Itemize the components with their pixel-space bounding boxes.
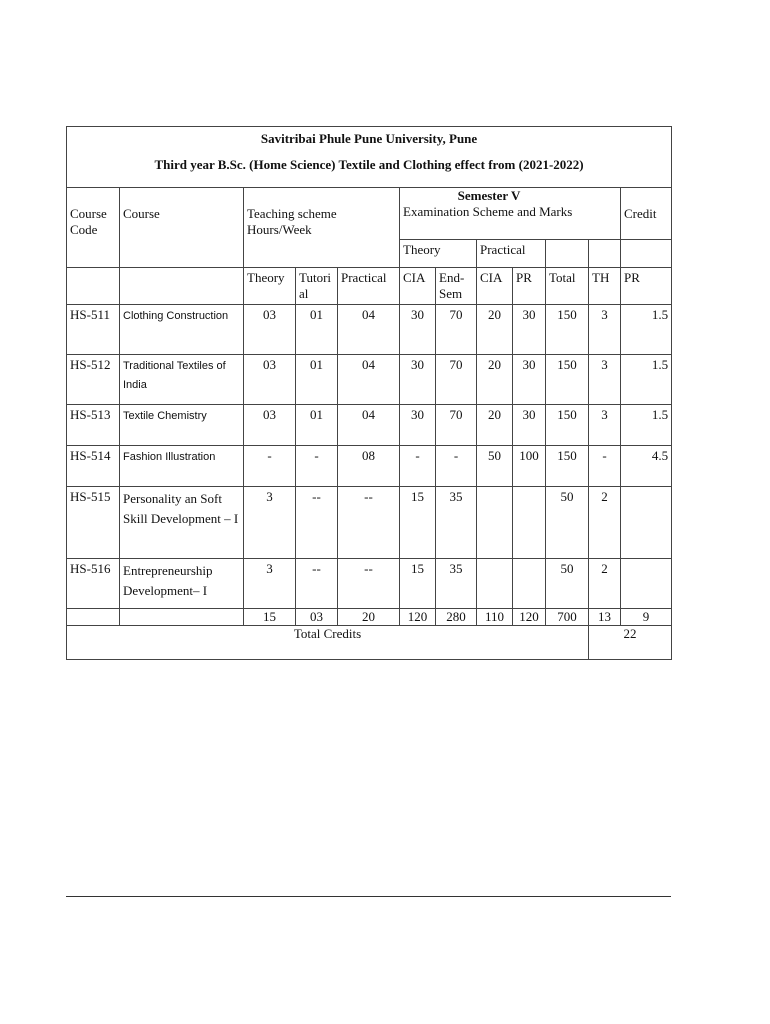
pr-marks: 30 bbox=[513, 355, 546, 405]
end-sem-marks: 70 bbox=[436, 305, 477, 355]
total-cia-marks: 120 bbox=[400, 609, 436, 626]
course-code: HS-515 bbox=[67, 487, 120, 559]
end-sem-marks: - bbox=[436, 446, 477, 487]
pr-marks: 30 bbox=[513, 305, 546, 355]
total-marks: 50 bbox=[546, 487, 589, 559]
title-line-1: Savitribai Phule Pune University, Pune bbox=[260, 131, 478, 146]
cia-marks: 30 bbox=[400, 355, 436, 405]
pr-marks: 100 bbox=[513, 446, 546, 487]
th-credit: - bbox=[589, 446, 621, 487]
practical-hours: -- bbox=[338, 559, 400, 609]
pr-marks bbox=[513, 487, 546, 559]
cia-marks: 15 bbox=[400, 487, 436, 559]
total-tutorial-hours: 03 bbox=[296, 609, 338, 626]
theory-hours: - bbox=[244, 446, 296, 487]
pr-marks bbox=[513, 559, 546, 609]
pr-credit bbox=[621, 487, 672, 559]
table-row bbox=[67, 446, 672, 487]
practical-hours: 04 bbox=[338, 305, 400, 355]
footer-divider bbox=[66, 896, 671, 897]
practical-cia-marks: 20 bbox=[477, 355, 513, 405]
course-code: HS-512 bbox=[67, 355, 120, 405]
th-credit: 2 bbox=[589, 559, 621, 609]
pr-credit bbox=[621, 559, 672, 609]
header-teaching-scheme bbox=[244, 188, 400, 268]
header-row-3 bbox=[67, 268, 672, 305]
total-pr-credit: 9 bbox=[621, 609, 672, 626]
totals-row bbox=[67, 609, 672, 626]
header-pr-credit: PR bbox=[621, 268, 672, 305]
th-credit: 3 bbox=[589, 355, 621, 405]
header-end-sem: End-Sem bbox=[436, 268, 477, 305]
tutorial-hours: - bbox=[296, 446, 338, 487]
exam-scheme-label: Examination Scheme and Marks bbox=[403, 204, 573, 219]
practical-hours: -- bbox=[338, 487, 400, 559]
cia-marks: - bbox=[400, 446, 436, 487]
header-course: Course bbox=[120, 188, 244, 268]
pr-credit: 1.5 bbox=[621, 355, 672, 405]
tutorial-hours: -- bbox=[296, 559, 338, 609]
pr-credit: 1.5 bbox=[621, 305, 672, 355]
tutorial-hours: 01 bbox=[296, 355, 338, 405]
tutorial-hours: 01 bbox=[296, 405, 338, 446]
table-row bbox=[67, 487, 672, 559]
practical-hours: 08 bbox=[338, 446, 400, 487]
theory-hours: 03 bbox=[244, 305, 296, 355]
th-credit: 2 bbox=[589, 487, 621, 559]
theory-hours: 3 bbox=[244, 559, 296, 609]
total-end-sem-marks: 280 bbox=[436, 609, 477, 626]
header-pr: PR bbox=[513, 268, 546, 305]
header-blank-pr bbox=[621, 240, 672, 268]
header-cia: CIA bbox=[400, 268, 436, 305]
header-blank-code bbox=[67, 268, 120, 305]
practical-hours: 04 bbox=[338, 405, 400, 446]
total-practical-cia-marks: 110 bbox=[477, 609, 513, 626]
th-credit: 3 bbox=[589, 405, 621, 446]
course-name: Traditional Textiles of India bbox=[120, 355, 244, 405]
scheme-table bbox=[66, 126, 672, 660]
course-name: Textile Chemistry bbox=[120, 405, 244, 446]
header-blank-total bbox=[546, 240, 589, 268]
course-code: HS-511 bbox=[67, 305, 120, 355]
cia-marks: 30 bbox=[400, 405, 436, 446]
table-row bbox=[67, 559, 672, 609]
title-row bbox=[67, 127, 672, 188]
totals-blank-course bbox=[120, 609, 244, 626]
pr-credit: 4.5 bbox=[621, 446, 672, 487]
tutorial-hours: -- bbox=[296, 487, 338, 559]
header-credit bbox=[621, 188, 672, 240]
header-th: TH bbox=[589, 268, 621, 305]
credit-label: Credit bbox=[624, 206, 657, 221]
end-sem-marks: 35 bbox=[436, 487, 477, 559]
header-theory: Theory bbox=[244, 268, 296, 305]
header-exam-scheme bbox=[400, 188, 621, 240]
course-name: Entrepreneurship Development– I bbox=[120, 559, 244, 609]
practical-cia-marks bbox=[477, 487, 513, 559]
cia-marks: 30 bbox=[400, 305, 436, 355]
total-theory-hours: 15 bbox=[244, 609, 296, 626]
total-practical-hours: 20 bbox=[338, 609, 400, 626]
theory-hours: 3 bbox=[244, 487, 296, 559]
total-pr-marks: 120 bbox=[513, 609, 546, 626]
course-name: Clothing Construction bbox=[120, 305, 244, 355]
header-practical-group: Practical bbox=[477, 240, 546, 268]
theory-hours: 03 bbox=[244, 405, 296, 446]
th-credit: 3 bbox=[589, 305, 621, 355]
course-name: Personality an Soft Skill Development – I bbox=[120, 487, 244, 559]
header-total: Total bbox=[546, 268, 589, 305]
total-credits-value: 22 bbox=[589, 626, 672, 660]
end-sem-marks: 70 bbox=[436, 405, 477, 446]
total-marks: 150 bbox=[546, 305, 589, 355]
total-marks: 150 bbox=[546, 446, 589, 487]
practical-cia-marks: 20 bbox=[477, 305, 513, 355]
header-theory-group: Theory bbox=[400, 240, 477, 268]
semester-label: Semester V bbox=[457, 188, 521, 203]
table-row bbox=[67, 355, 672, 405]
total-credits-row bbox=[67, 626, 672, 660]
header-blank-th bbox=[589, 240, 621, 268]
header-row-1 bbox=[67, 188, 672, 240]
course-name: Fashion Illustration bbox=[120, 446, 244, 487]
total-marks: 150 bbox=[546, 355, 589, 405]
practical-cia-marks bbox=[477, 559, 513, 609]
total-marks: 150 bbox=[546, 405, 589, 446]
practical-cia-marks: 50 bbox=[477, 446, 513, 487]
end-sem-marks: 35 bbox=[436, 559, 477, 609]
course-code: HS-513 bbox=[67, 405, 120, 446]
header-course-code: Course Code bbox=[67, 188, 120, 268]
table-row bbox=[67, 305, 672, 355]
table-row bbox=[67, 405, 672, 446]
total-marks: 50 bbox=[546, 559, 589, 609]
header-tutorial: Tutorial bbox=[296, 268, 338, 305]
course-code: HS-516 bbox=[67, 559, 120, 609]
practical-cia-marks: 20 bbox=[477, 405, 513, 446]
teaching-scheme-label: Teaching scheme Hours/Week bbox=[247, 206, 337, 237]
end-sem-marks: 70 bbox=[436, 355, 477, 405]
totals-blank-code bbox=[67, 609, 120, 626]
tutorial-hours: 01 bbox=[296, 305, 338, 355]
practical-hours: 04 bbox=[338, 355, 400, 405]
pr-credit: 1.5 bbox=[621, 405, 672, 446]
cia-marks: 15 bbox=[400, 559, 436, 609]
header-cia-practical: CIA bbox=[477, 268, 513, 305]
title-line-2: Third year B.Sc. (Home Science) Textile and Clothing effect from (2021-2022) bbox=[154, 157, 584, 172]
header-practical: Practical bbox=[338, 268, 400, 305]
header-blank-course bbox=[120, 268, 244, 305]
course-code: HS-514 bbox=[67, 446, 120, 487]
document-title bbox=[67, 127, 672, 188]
total-th-credit: 13 bbox=[589, 609, 621, 626]
pr-marks: 30 bbox=[513, 405, 546, 446]
theory-hours: 03 bbox=[244, 355, 296, 405]
total-credits-label: Total Credits bbox=[67, 626, 589, 660]
grand-total-marks: 700 bbox=[546, 609, 589, 626]
